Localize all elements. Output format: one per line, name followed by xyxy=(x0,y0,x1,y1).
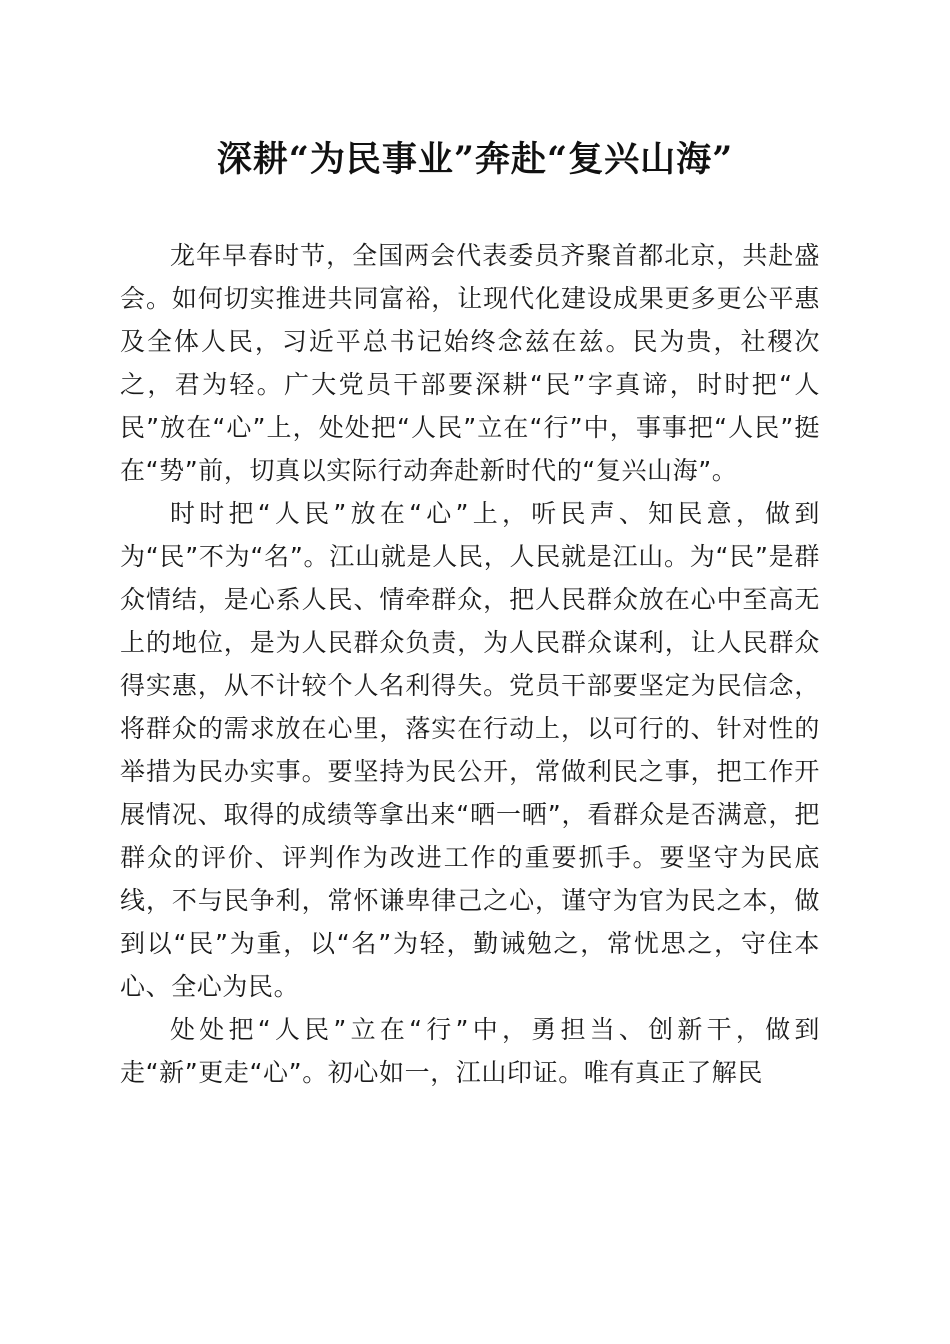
paragraph-2: 时时把“人民”放在“心”上，听民声、知民意，做到为“民”不为“名”。江山就是人民，人民就是江山。为“民”是群众情结，是心系人民、情牵群众，把人民群众放在心中至高无上的地位，是为人民群众负责，为人民群众谋利，让人民群众得实惠，从不计较个人名利得失。党员干部要坚定为民信念，将群众的需求放在心里，落实在行动上，以可行的、针对性的举措为民办实事。要坚持为民公开，常做利民之事，把工作开展情况、取得的成绩等拿出来“晒一晒”，看群众是否满意，把群众的评价、评判作为改进工作的重要抓手。要坚守为民底线，不与民争利，常怀谦卑律己之心，谨守为官为民之本，做到以“民”为重，以“名”为轻，勤诫勉之，常忧思之，守住本心、全心为民。 xyxy=(120,499,820,1001)
paragraph-1: 龙年早春时节，全国两会代表委员齐聚首都北京，共赴盛会。如何切实推进共同富裕，让现代化建设成果更多更公平惠及全体人民，习近平总书记始终念兹在兹。民为贵，社稷次之，君为轻。广大党员干部要深耕“民”字真谛，时时把“人民”放在“心”上，处处把“人民”立在“行”中，事事把“人民”挺在“势”前，切真以实际行动奔赴新时代的“复兴山海”。 xyxy=(120,241,820,485)
document-body xyxy=(120,234,820,1094)
paragraph-3: 处处把“人民”立在“行”中，勇担当、创新干，做到走“新”更走“心”。初心如一，江山印证。唯有真正了解民 xyxy=(120,1015,820,1087)
document-title: 深耕“为民事业”奔赴“复兴山海” xyxy=(216,139,734,180)
